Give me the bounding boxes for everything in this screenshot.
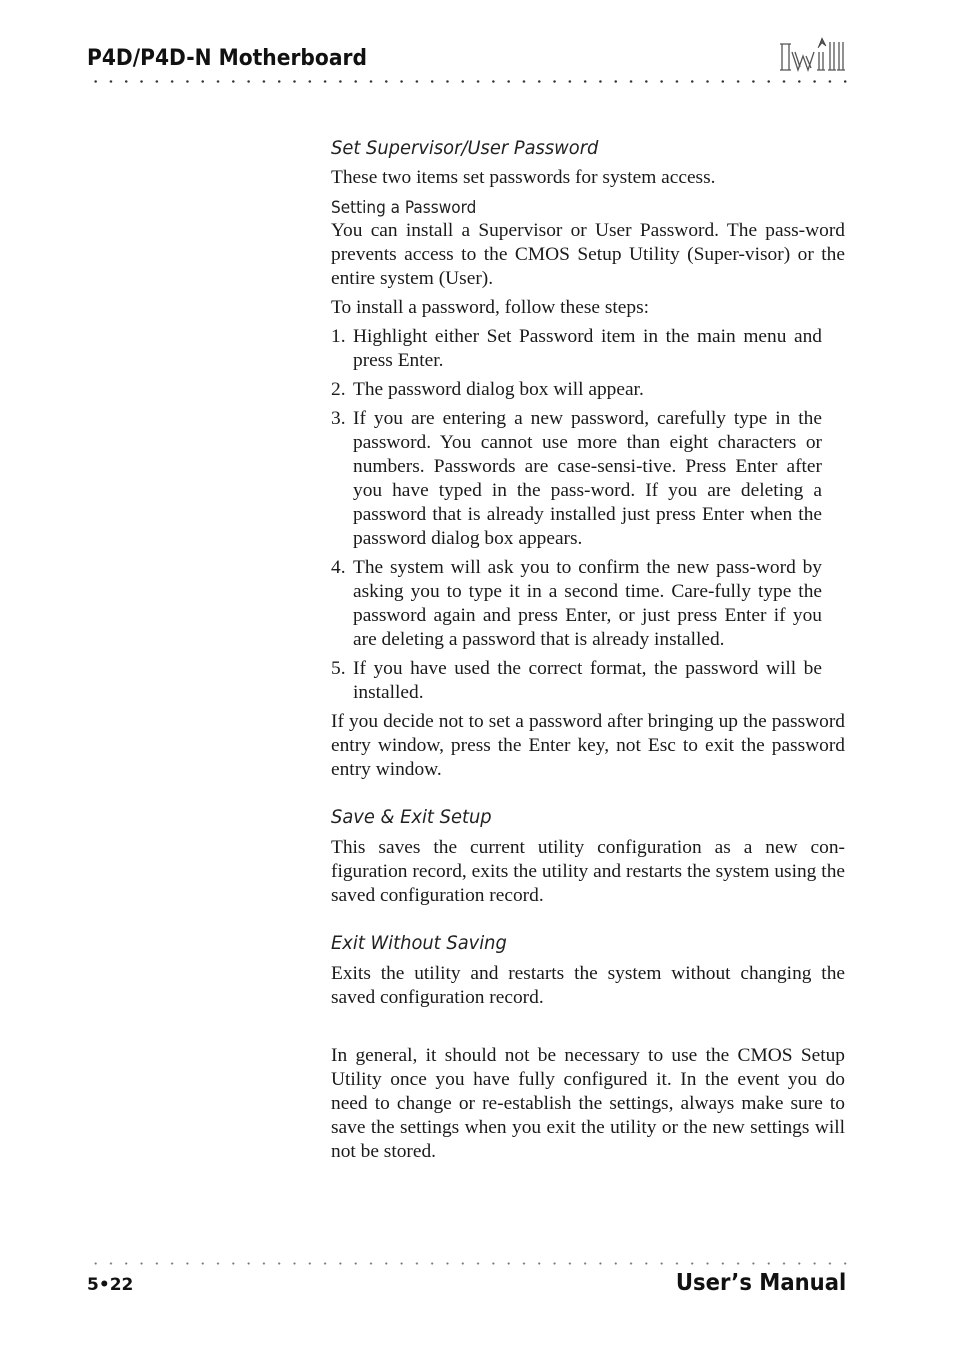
- list-item: 3. If you are entering a new password, carefully type in the password. You cannot use more than eight characters or numbers. Passwords are case-sensi-tive. Press Enter after you have typed in the pass-word. If you are deleting a password that is already installed just press Enter when the password dialog box appears.: [331, 408, 822, 549]
- general-note: In general, it should not be necessary to use the CMOS Setup Utility once you have fully configured it. In the event you do need to change or re-establish the settings, always make sure to save the settings when you exit the utility or the new settings will not be stored.: [331, 1045, 845, 1162]
- page-content: [331, 136, 845, 1164]
- page-number: 5•22: [87, 1275, 134, 1295]
- password-description: You can install a Supervisor or User Password. The pass-word prevents access to the CMOS Setup Utility (Super-visor) or the entire system (User).: [331, 220, 845, 289]
- manual-title: P4D/P4D-N Motherboard: [87, 46, 367, 71]
- password-steps: [331, 325, 845, 705]
- section-heading-save-exit: Save & Exit Setup: [331, 806, 492, 828]
- footer-title: User’s Manual: [675, 1270, 846, 1296]
- list-item: 4. The system will ask you to confirm the new pass-word by asking you to type it in a second time. Care-fully type the password again and press Enter, or just press Enter if you are deleting a password that is already installed.: [331, 557, 822, 650]
- list-item: 1. Highlight either Set Password item in the main menu and press Enter.: [331, 326, 822, 371]
- header-dotted-rule: [88, 80, 848, 83]
- password-outro: If you decide not to set a password after bringing up the password entry window, press the Enter key, not Esc to exit the password entry window.: [331, 711, 845, 780]
- iwill-logo: [778, 34, 848, 76]
- save-exit-text: This saves the current utility configuration as a new con-figuration record, exits the utility and restarts the system using the saved configuration record.: [331, 837, 845, 906]
- list-item: 2. The password dialog box will appear.: [331, 379, 644, 400]
- subheading-setting-password: Setting a Password: [331, 198, 477, 218]
- steps-intro: To install a password, follow these steps:: [331, 297, 650, 318]
- list-item: 5. If you have used the correct format, the password will be installed.: [331, 658, 822, 703]
- footer-dotted-rule: [88, 1262, 848, 1265]
- password-intro: These two items set passwords for system access.: [331, 167, 716, 188]
- section-heading-exit-without-saving: Exit Without Saving: [331, 932, 507, 954]
- section-heading-password: Set Supervisor/User Password: [331, 137, 599, 159]
- exit-without-saving-text: Exits the utility and restarts the system without changing the saved configuration record.: [331, 963, 845, 1008]
